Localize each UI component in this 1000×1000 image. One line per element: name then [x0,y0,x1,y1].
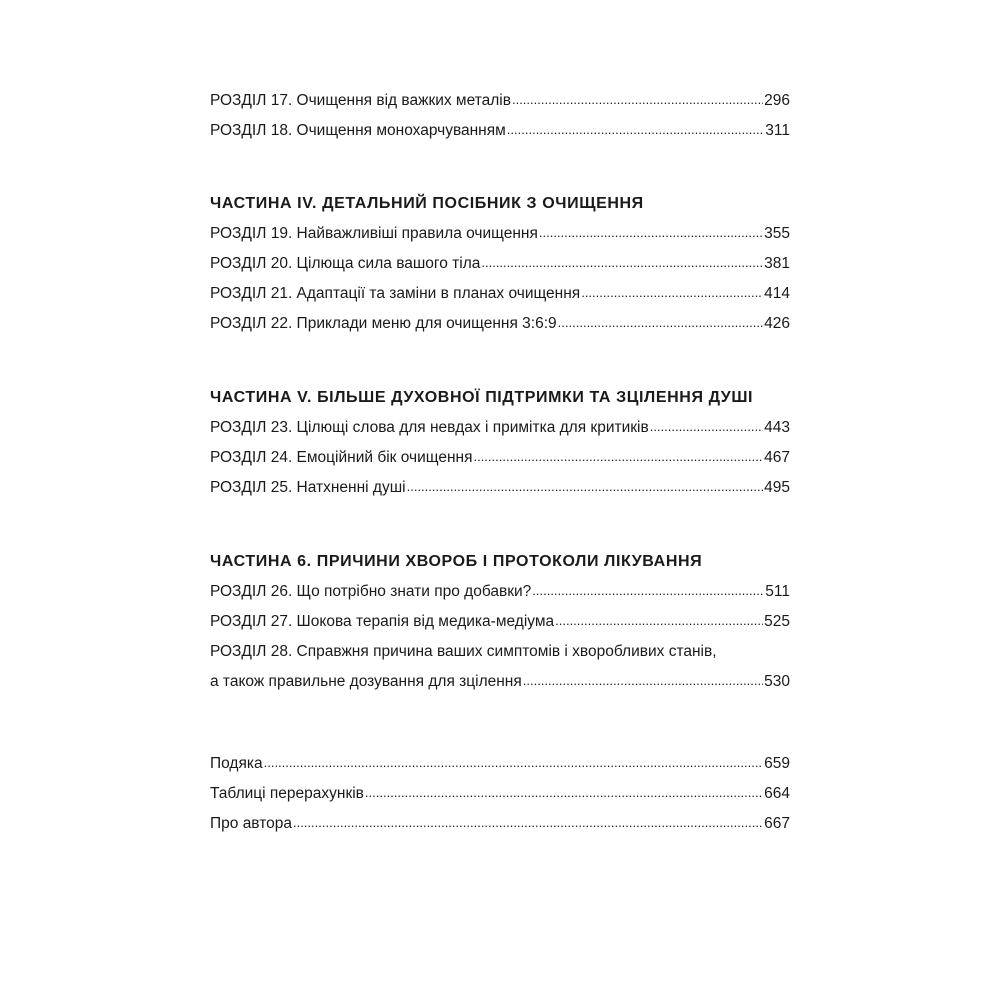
dot-leader [507,115,764,145]
toc-entry-title: а також правильне дозування для зцілення [210,673,522,690]
dot-leader [473,442,763,472]
toc-entry-chapter-27[interactable] [210,607,790,637]
toc-entry-chapter-21[interactable] [210,279,790,309]
toc-entry-page: 381 [764,255,790,272]
toc-entry-title: РОЗДІЛ 20. Цілюща сила вашого тіла [210,255,481,272]
dot-leader [264,748,764,778]
toc-entry-page: 525 [764,613,790,630]
toc-entry-page: 530 [764,673,790,690]
toc-entry-chapter-25[interactable] [210,473,790,503]
toc-entry-page: 467 [764,449,790,466]
dot-leader [407,472,764,502]
toc-entry-chapter-24[interactable] [210,443,790,473]
dot-leader [365,778,763,808]
toc-entry-page: 667 [764,815,790,832]
toc-entry-chapter-18[interactable] [210,116,790,146]
toc-entry-title: РОЗДІЛ 25. Натхненні душі [210,479,406,496]
dot-leader [558,308,763,338]
toc-entry-title: РОЗДІЛ 22. Приклади меню для очищення 3:6:9 [210,315,557,332]
toc-entry-page: 664 [764,785,790,802]
dot-leader [293,808,763,838]
toc-entry-chapter-26[interactable] [210,577,790,607]
toc-entry-title-line2-row [210,667,790,697]
toc-entry-title: РОЗДІЛ 21. Адаптації та заміни в планах очищення [210,285,581,302]
toc-entry-page: 414 [764,285,790,302]
spacer [210,503,790,547]
dot-leader [532,576,764,606]
toc-entry-page: 659 [764,755,790,772]
part-heading-4: ЧАСТИНА IV. ДЕТАЛЬНИЙ ПОСІБНИК З ОЧИЩЕННЯ [210,195,644,212]
dot-leader [512,85,763,115]
toc-entry-chapter-19[interactable] [210,219,790,249]
toc-entry-chapter-17[interactable] [210,86,790,116]
dot-leader [555,606,763,636]
toc-entry-conversion-tables[interactable] [210,779,790,809]
toc-entry-title: РОЗДІЛ 23. Цілющі слова для невдах і примітка для критиків [210,419,649,436]
toc-entry-acknowledgements[interactable] [210,749,790,779]
toc-entry-page: 311 [765,122,790,139]
part-heading-6: ЧАСТИНА 6. ПРИЧИНИ ХВОРОБ І ПРОТОКОЛИ ЛІКУВАННЯ [210,553,703,570]
toc-entry-title: РОЗДІЛ 26. Що потрібно знати про добавки? [210,583,532,600]
toc-entry-title: Таблиці перерахунків [210,785,364,802]
dot-leader [539,218,763,248]
toc-entry-page: 355 [764,225,790,242]
toc-entry-title: РОЗДІЛ 24. Емоційний бік очищення [210,449,473,466]
toc-entry-title: РОЗДІЛ 18. Очищення монохарчуванням [210,122,506,139]
toc-entry-title: Подяка [210,755,263,772]
toc-entry-title: Про автора [210,815,292,832]
part-heading-5: ЧАСТИНА V. БІЛЬШЕ ДУХОВНОЇ ПІДТРИМКИ ТА ЗЦІЛЕННЯ ДУШІ [210,389,754,406]
spacer [210,339,790,383]
toc-entry-title-line1: РОЗДІЛ 28. Справжня причина ваших симптомів і хворобливих станів, [210,643,717,660]
toc-entry-chapter-20[interactable] [210,249,790,279]
toc-entry-page: 495 [764,479,790,496]
dot-leader [481,248,763,278]
toc-entry-page: 426 [764,315,790,332]
spacer [210,697,790,749]
toc-entry-title: РОЗДІЛ 27. Шокова терапія від медика-медіума [210,613,555,630]
toc-entry-about-author[interactable] [210,809,790,839]
dot-leader [581,278,763,308]
dot-leader [650,412,763,442]
toc-entry-page: 296 [764,92,790,109]
toc-entry-chapter-28[interactable] [210,637,790,697]
toc-entry-title: РОЗДІЛ 17. Очищення від важких металів [210,92,511,109]
toc-entry-title: РОЗДІЛ 19. Найважливіші правила очищення [210,225,538,242]
dot-leader [523,666,763,696]
toc-entry-chapter-23[interactable] [210,413,790,443]
toc-entry-page: 443 [764,419,790,436]
table-of-contents [210,86,790,839]
toc-entry-chapter-22[interactable] [210,309,790,339]
spacer [210,146,790,189]
toc-entry-page: 511 [765,583,790,600]
